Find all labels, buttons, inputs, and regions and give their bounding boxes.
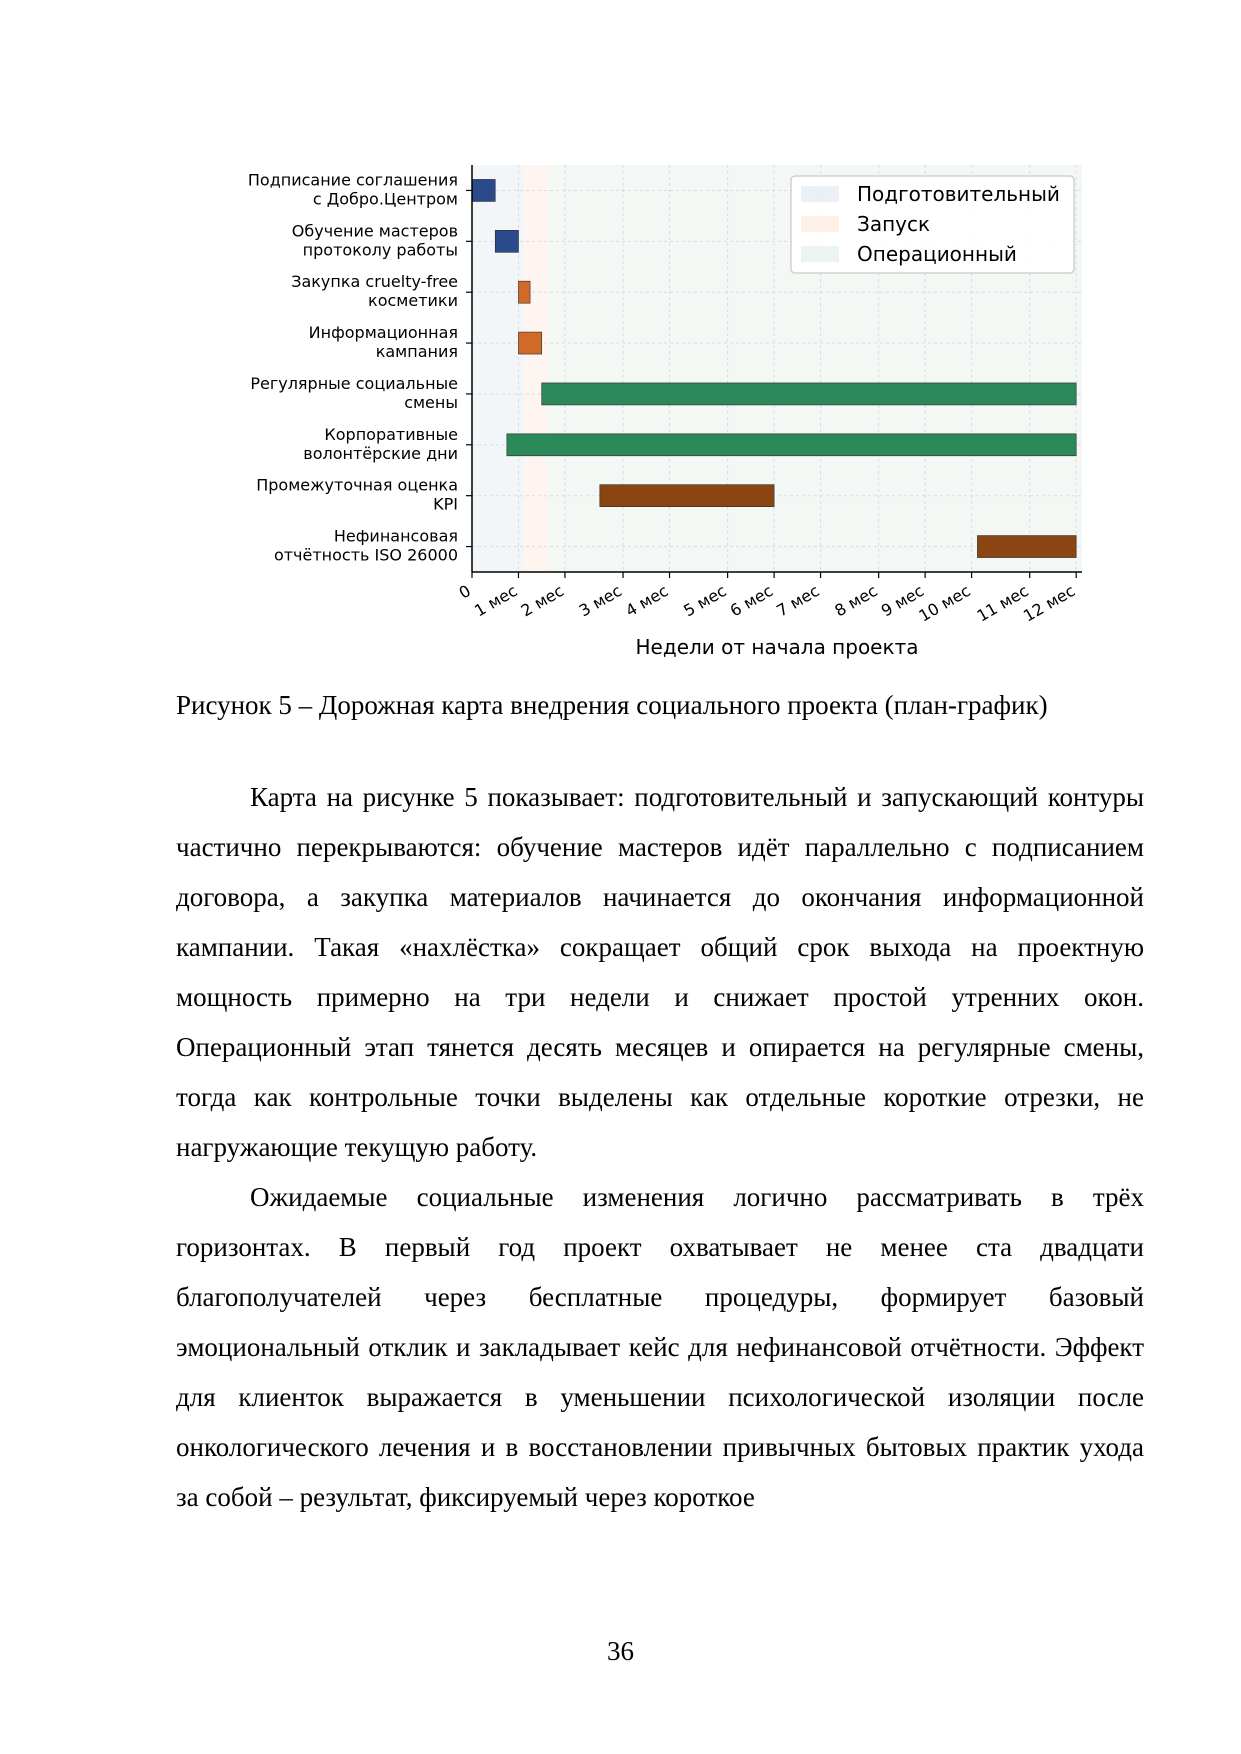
task-label-line: Закупка cruelty-free bbox=[291, 272, 458, 292]
x-tick-label: 9 мес bbox=[877, 581, 928, 621]
task-label-line: Корпоративные bbox=[324, 424, 458, 444]
task-label-line: смены bbox=[404, 392, 458, 412]
task-label-line: Обучение мастеров bbox=[291, 221, 458, 241]
task-label bbox=[274, 527, 458, 565]
gantt-chart bbox=[0, 0, 1241, 680]
paragraph: Ожидаемые социальные изменения логично рассматривать в трёх горизонтах. В первый год проект охватывает не менее ста двадцати благополучателей через бесплатные процедуры, формирует базовый эмоциональный отклик и закладывает кейс для нефинансовой отчётности. Эффект для клиенток выражается в уменьшении психологической изоляции после онкологического лечения и в восстановлении привычных бытовых практик ухода за собой – результат, фиксируемый через короткое bbox=[176, 1182, 1144, 1512]
legend-entry: Запуск bbox=[857, 212, 931, 236]
task-bar bbox=[542, 383, 1076, 405]
task-label-line: протоколу работы bbox=[302, 240, 458, 260]
x-tick-label: 0 bbox=[455, 581, 474, 603]
x-tick-label: 3 мес bbox=[575, 581, 626, 621]
phase-band bbox=[524, 165, 547, 572]
legend-entry: Подготовительный bbox=[857, 182, 1060, 206]
task-label bbox=[292, 221, 458, 259]
x-tick-label: 2 мес bbox=[517, 581, 567, 621]
task-label-line: KPI bbox=[433, 494, 458, 514]
task-label-line: кампания bbox=[375, 342, 458, 362]
task-label bbox=[291, 272, 458, 310]
task-label-line: Нефинансовая bbox=[333, 526, 458, 546]
task-label bbox=[256, 476, 458, 514]
x-axis-label: Недели от начала проекта bbox=[635, 635, 919, 659]
task-label-line: Информационная bbox=[308, 323, 458, 343]
task-bar bbox=[507, 434, 1076, 456]
task-bar bbox=[600, 485, 774, 507]
legend-swatch bbox=[801, 246, 839, 262]
task-label-line: с Добро.Центром bbox=[312, 189, 458, 209]
x-tick-label: 8 мес bbox=[831, 581, 881, 621]
task-bar bbox=[472, 179, 495, 201]
paragraph: Карта на рисунке 5 показывает: подготовительный и запускающий контуры частично перекрываются: обучение мастеров идёт параллельно с подписанием договора, а закупка материалов начинается до окончания информационной кампании. Такая «нахлёстка» сокращает общий срок выхода на проектную мощность примерно на три недели и снижает простой утренних окон. Операционный этап тянется десять месяцев и опирается на регулярные смены, тогда как контрольные точки выделены как отдельные короткие отрезки, не нагружающие текущую работу. bbox=[176, 782, 1144, 1162]
x-tick-label: 5 мес bbox=[680, 581, 730, 621]
task-label-line: косметики bbox=[368, 291, 458, 311]
body-text bbox=[176, 772, 1144, 1522]
x-tick-label: 7 мес bbox=[773, 581, 823, 621]
task-label bbox=[248, 170, 458, 208]
task-label-line: Подписание соглашения bbox=[247, 170, 458, 190]
x-tick-label: 4 мес bbox=[622, 581, 672, 621]
phase-band bbox=[472, 165, 524, 572]
task-bar bbox=[495, 230, 518, 252]
page-number: 36 bbox=[607, 1636, 634, 1666]
task-label bbox=[250, 374, 458, 412]
legend-swatch bbox=[801, 186, 839, 202]
legend-swatch bbox=[801, 216, 839, 232]
x-tick-label: 6 мес bbox=[726, 581, 777, 621]
task-label bbox=[309, 323, 458, 361]
task-bar bbox=[977, 536, 1076, 558]
x-tick-label: 10 мес bbox=[915, 581, 974, 626]
task-label-line: Регулярные социальные bbox=[250, 373, 458, 393]
task-label bbox=[303, 425, 458, 463]
legend-entry: Операционный bbox=[857, 242, 1017, 266]
x-tick-label: 1 мес bbox=[471, 581, 521, 621]
task-bar bbox=[518, 332, 541, 354]
task-label-line: волонтёрские дни bbox=[303, 443, 458, 463]
x-tick-label: 11 мес bbox=[973, 581, 1032, 626]
task-label-line: отчётность ISO 26000 bbox=[273, 545, 458, 565]
task-label-line: Промежуточная оценка bbox=[256, 475, 458, 495]
figure-caption: Рисунок 5 – Дорожная карта внедрения социального проекта (план-график) bbox=[176, 690, 1048, 720]
task-bar bbox=[518, 281, 530, 303]
x-tick-label: 12 мес bbox=[1020, 581, 1079, 626]
